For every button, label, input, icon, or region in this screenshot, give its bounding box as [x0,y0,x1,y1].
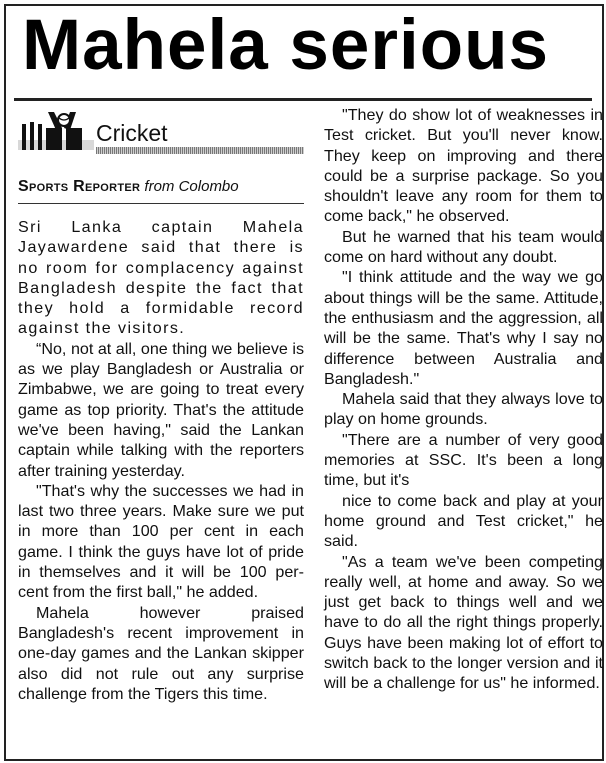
byline-rule [18,203,304,204]
byline-reporter: Sports Reporter [18,178,141,195]
frame-bottom-border [4,759,604,761]
paragraph: "There are a number of very good memories at SSC. It's been a long time, but it's [324,430,603,490]
right-column [324,105,603,694]
paragraph: "I think attitude and the way we go about things will be the same. Attitude, the enthusiasm and the aggression, all will be the same. That's why I say no difference between Australia and Bangladesh." [324,268,603,388]
paragraph: nice to come back and play at your home ground and Test cricket," he said. [324,491,603,551]
cricket-bats-ball-icon [18,110,94,152]
paragraph: "They do show lot of weaknesses in Test cricket. But you'll never know. They keep on improving and there could be a surprise package. So you shouldn't leave any room for them to come back," he observed. [324,106,603,226]
paragraph: “No, not at all, one thing we believe is as we play Bangladesh or Australia or Zimbabwe, we are going to treat every game as top priority. That's the attitude we've been having," said the Lankan captain while talking with the reporters after training yesterday. [18,339,304,480]
paragraph: Mahela said that they always love to play on home grounds. [324,390,603,429]
paragraph: But he warned that his team would come on hard without any doubt. [324,227,603,267]
paragraph: "That's why the successes we had in last two three years. Make sure we put in more than 100 per cent in each game. I think the guys have lot of pride in themselves and it will be 100 per-cent from the first ball," he added. [18,481,304,602]
paragraph: "As a team we've been competing really well, at home and away. So we just get back to things well and we have to do all the right things properly. Guys have been making lot of effort to switch back to the longer version and it will be a challenge for us" he informed. [324,552,603,693]
paragraph: Mahela however praised Bangladesh's recent improvement in one-day games and the Lankan skipper also did not rule out any surprise challenge from the Tigers this time. [18,603,304,703]
byline-location: from Colombo [144,178,239,195]
headline-rule [14,98,592,101]
byline [18,178,304,196]
section-header [18,108,304,152]
paragraph: Sri Lanka captain Mahela Jayawardene said that there is no room for complacency against Bangladesh despite the fact that they hold a formidable record against the visitors. [18,218,304,338]
left-column [18,108,304,704]
section-rule [96,147,304,154]
left-body [18,217,304,704]
section-label: Cricket [96,120,168,146]
headline: Mahela serious [22,6,549,85]
